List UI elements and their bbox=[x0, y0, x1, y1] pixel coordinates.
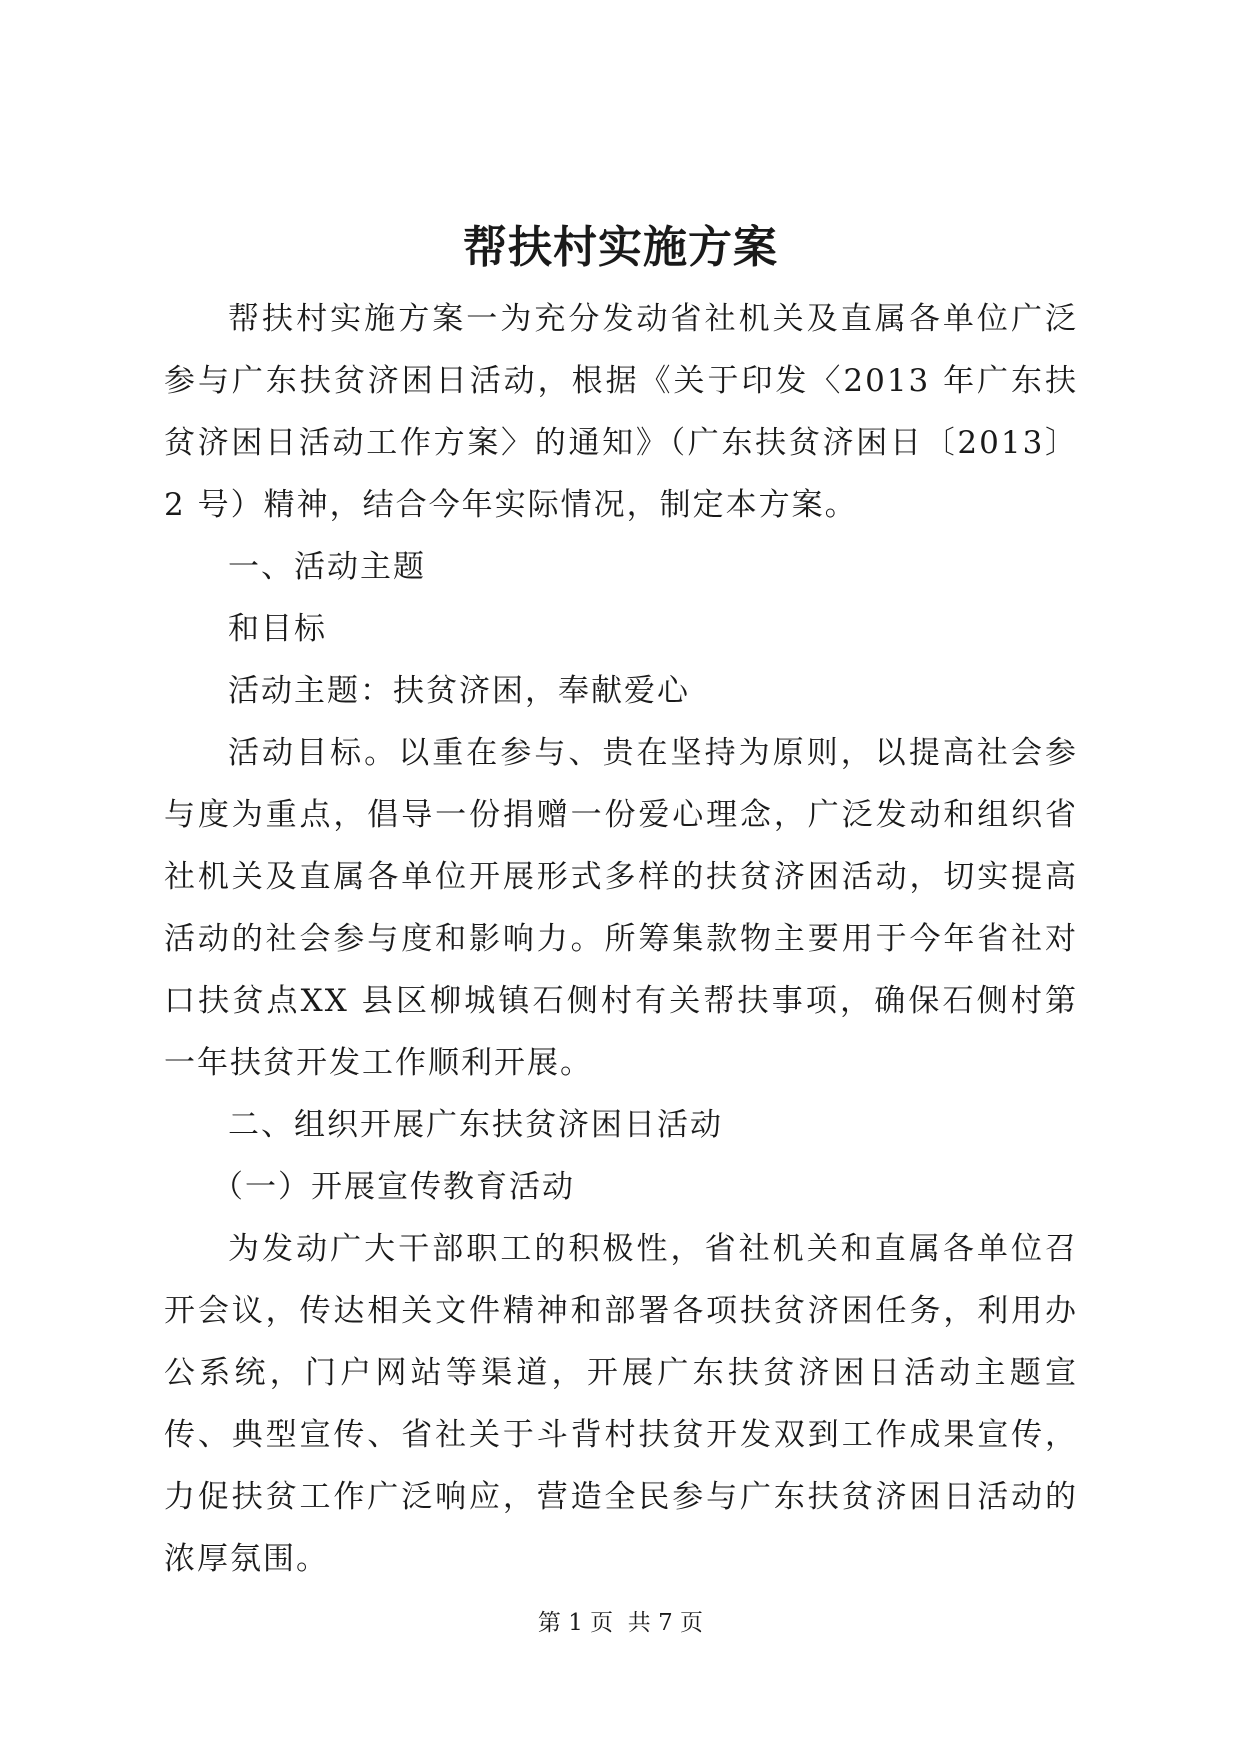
paragraph-publicity: 为发动广大干部职工的积极性，省社机关和直属各单位召开会议，传达相关文件精神和部署各项扶贫济困任务，利用办公系统，门户网站等渠道，开展广东扶贫济困日活动主题宣传、典型宣传、省社关于斗背村扶贫开发双到工作成果宣传，力促扶贫工作广泛响应，营造全民参与广东扶贫济困日活动的浓厚氛围。 bbox=[164, 1231, 1078, 1577]
heading-subsection-1: （一）开展宣传教育活动 bbox=[212, 1169, 575, 1205]
heading-section-2: 二、组织开展广东扶贫济困日活动 bbox=[228, 1107, 723, 1143]
page-number: 第 1 页 共 7 页 bbox=[537, 1610, 704, 1636]
page-footer bbox=[0, 1608, 1241, 1638]
document-body bbox=[164, 288, 1078, 1590]
document-title: 帮扶村实施方案 bbox=[463, 222, 778, 273]
paragraph-intro: 帮扶村实施方案一为充分发动省社机关及直属各单位广泛参与广东扶贫济困日活动，根据《关于印发〈2013 年广东扶贫济困日活动工作方案〉的通知》（广东扶贫济困日〔2013〕2 号）精神，结合今年实际情况，制定本方案。 bbox=[164, 301, 1078, 523]
paragraph-activity-theme: 活动主题：扶贫济困，奉献爱心 bbox=[228, 673, 690, 709]
paragraph-activity-goal: 活动目标。以重在参与、贵在坚持为原则，以提高社会参与度为重点，倡导一份捐赠一份爱心理念，广泛发动和组织省社机关及直属各单位开展形式多样的扶贫济困活动，切实提高活动的社会参与度和影响力。所筹集款物主要用于今年省社对口扶贫点XX 县区柳城镇石侧村有关帮扶事项，确保石侧村第一年扶贫开发工作顺利开展。 bbox=[164, 735, 1078, 1081]
heading-section-1-continued: 和目标 bbox=[228, 611, 327, 647]
heading-section-1: 一、活动主题 bbox=[228, 549, 426, 585]
